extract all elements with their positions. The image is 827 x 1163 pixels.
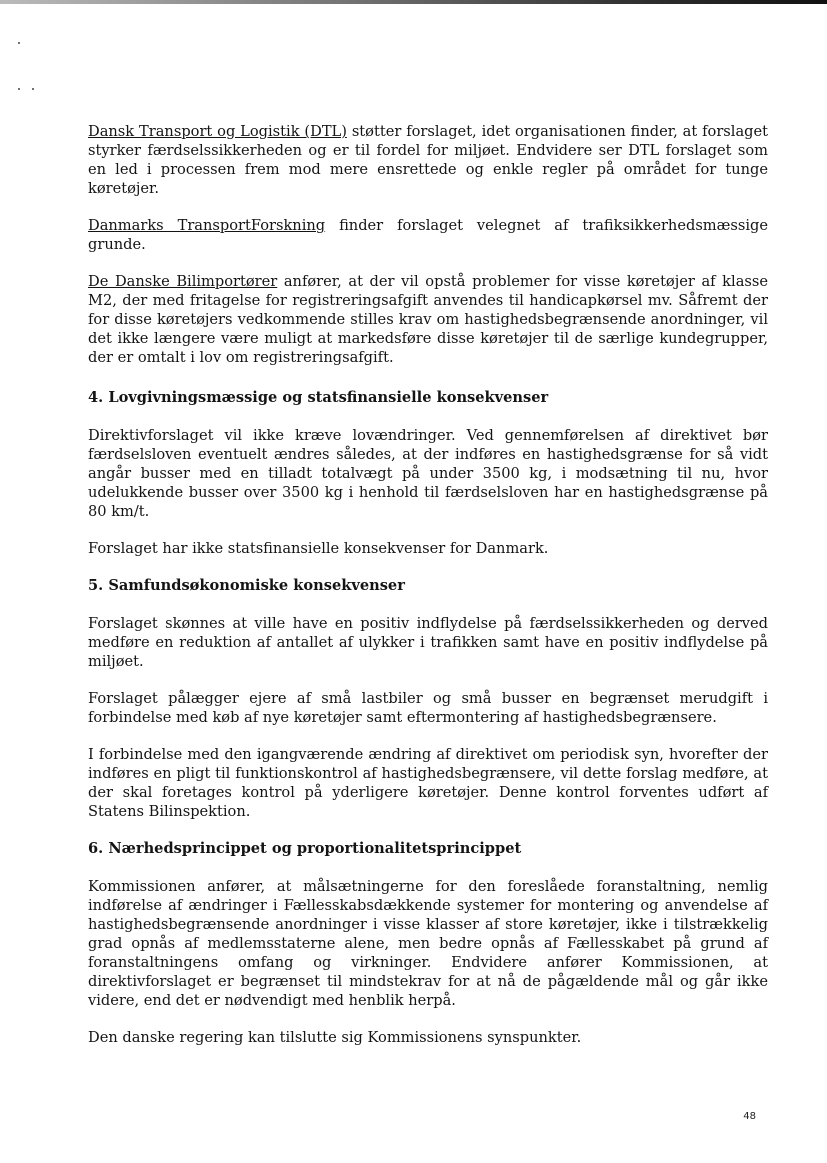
document-body (88, 122, 768, 1065)
paragraph-text: finder forslaget velegnet af trafiksikkerhedsmæssige grunde. (88, 217, 768, 253)
paragraph-text: anfører, at der vil opstå problemer for visse køretøjer af klasse M2, der med fritagelse for registreringsafgift anvendes til handicapkørsel mv. Såfremt der for disse køretøjers vedkommende stilles krav om hastighedsbegrænsende anordninger, vil det ikke længere være muligt at markedsføre disse køretøjer til de særlige kundegrupper, der er omtalt i lov om registreringsafgift. (88, 273, 769, 366)
section-5-paragraph: Forslaget pålægger ejere af små lastbiler og små busser en begrænset merudgift i forbindelse med køb af nye køretøjer samt eftermontering af hastighedsbegrænsere. (88, 690, 768, 726)
scan-speck (18, 42, 20, 44)
section-heading-4: 4. Lovgivningsmæssige og statsfinansielle konsekvenser (88, 389, 549, 406)
scan-top-edge (0, 0, 827, 4)
organization-name: Dansk Transport og Logistik (DTL) (88, 123, 347, 140)
section-4-paragraph: Forslaget har ikke statsfinansielle konsekvenser for Danmark. (88, 540, 549, 557)
section-6-paragraph: Den danske regering kan tilslutte sig Kommissionens synspunkter. (88, 1029, 582, 1046)
paragraph-text: støtter forslaget, idet organisationen finder, at forslaget styrker færdselssikkerheden og er til fordel for miljøet. Endvidere ser DTL forslaget som en led i processen frem mod mere ensrettede og enkle regler på området for tunge køretøjer. (88, 123, 768, 197)
section-heading-5: 5. Samfundsøkonomiske konsekvenser (88, 577, 405, 594)
scan-speck (18, 88, 20, 90)
section-heading-6: 6. Nærhedsprincippet og proportionalitetsprincippet (88, 840, 522, 857)
page-number: 48 (743, 1111, 756, 1122)
section-5-paragraph: Forslaget skønnes at ville have en positiv indflydelse på færdselssikkerheden og derved medføre en reduktion af antallet af ulykker i trafikken samt have en positiv indflydelse på miljøet. (88, 615, 768, 670)
section-4-paragraph: Direktivforslaget vil ikke kræve lovændringer. Ved gennemførelsen af direktivet bør færdselsloven eventuelt ændres således, at der indføres en hastighedsgrænse for så vidt angår busser med en tilladt totalvægt på under 3500 kg, i modsætning til nu, hvor udelukkende busser over 3500 kg i henhold til færdselsloven har en hastighedsgrænse på 80 km/t. (88, 427, 768, 520)
paragraph-transportforskning (88, 216, 768, 254)
paragraph-bilimportoerer (88, 272, 768, 367)
organization-name: Danmarks TransportForskning (88, 217, 326, 234)
paragraph-dtl (88, 122, 768, 198)
section-6-paragraph: Kommissionen anfører, at målsætningerne for den foreslåede foranstaltning, nemlig indførelse af ændringer i Fællesskabsdækkende systemer for montering og anvendelse af hastighedsbegrænsende anordninger i visse klasser af store køretøjer, ikke i tilstrækkelig grad opnås af medlemsstaterne alene, men bedre opnås af Fællesskabet på grund af foranstaltningens omfang og virkninger. Endvidere anfører Kommissionen, at direktivforslaget er begrænset til mindstekrav for at nå de pågældende mål og går ikke videre, end det er nødvendigt med henblik herpå. (88, 878, 768, 1009)
organization-name: De Danske Bilimportører (88, 273, 278, 290)
scan-speck (32, 88, 34, 90)
section-5-paragraph: I forbindelse med den igangværende ændring af direktivet om periodisk syn, hvorefter der indføres en pligt til funktionskontrol af hastighedsbegrænsere, vil dette forslag medføre, at der skal foretages kontrol på yderligere køretøjer. Denne kontrol forventes udført af Statens Bilinspektion. (88, 746, 768, 820)
